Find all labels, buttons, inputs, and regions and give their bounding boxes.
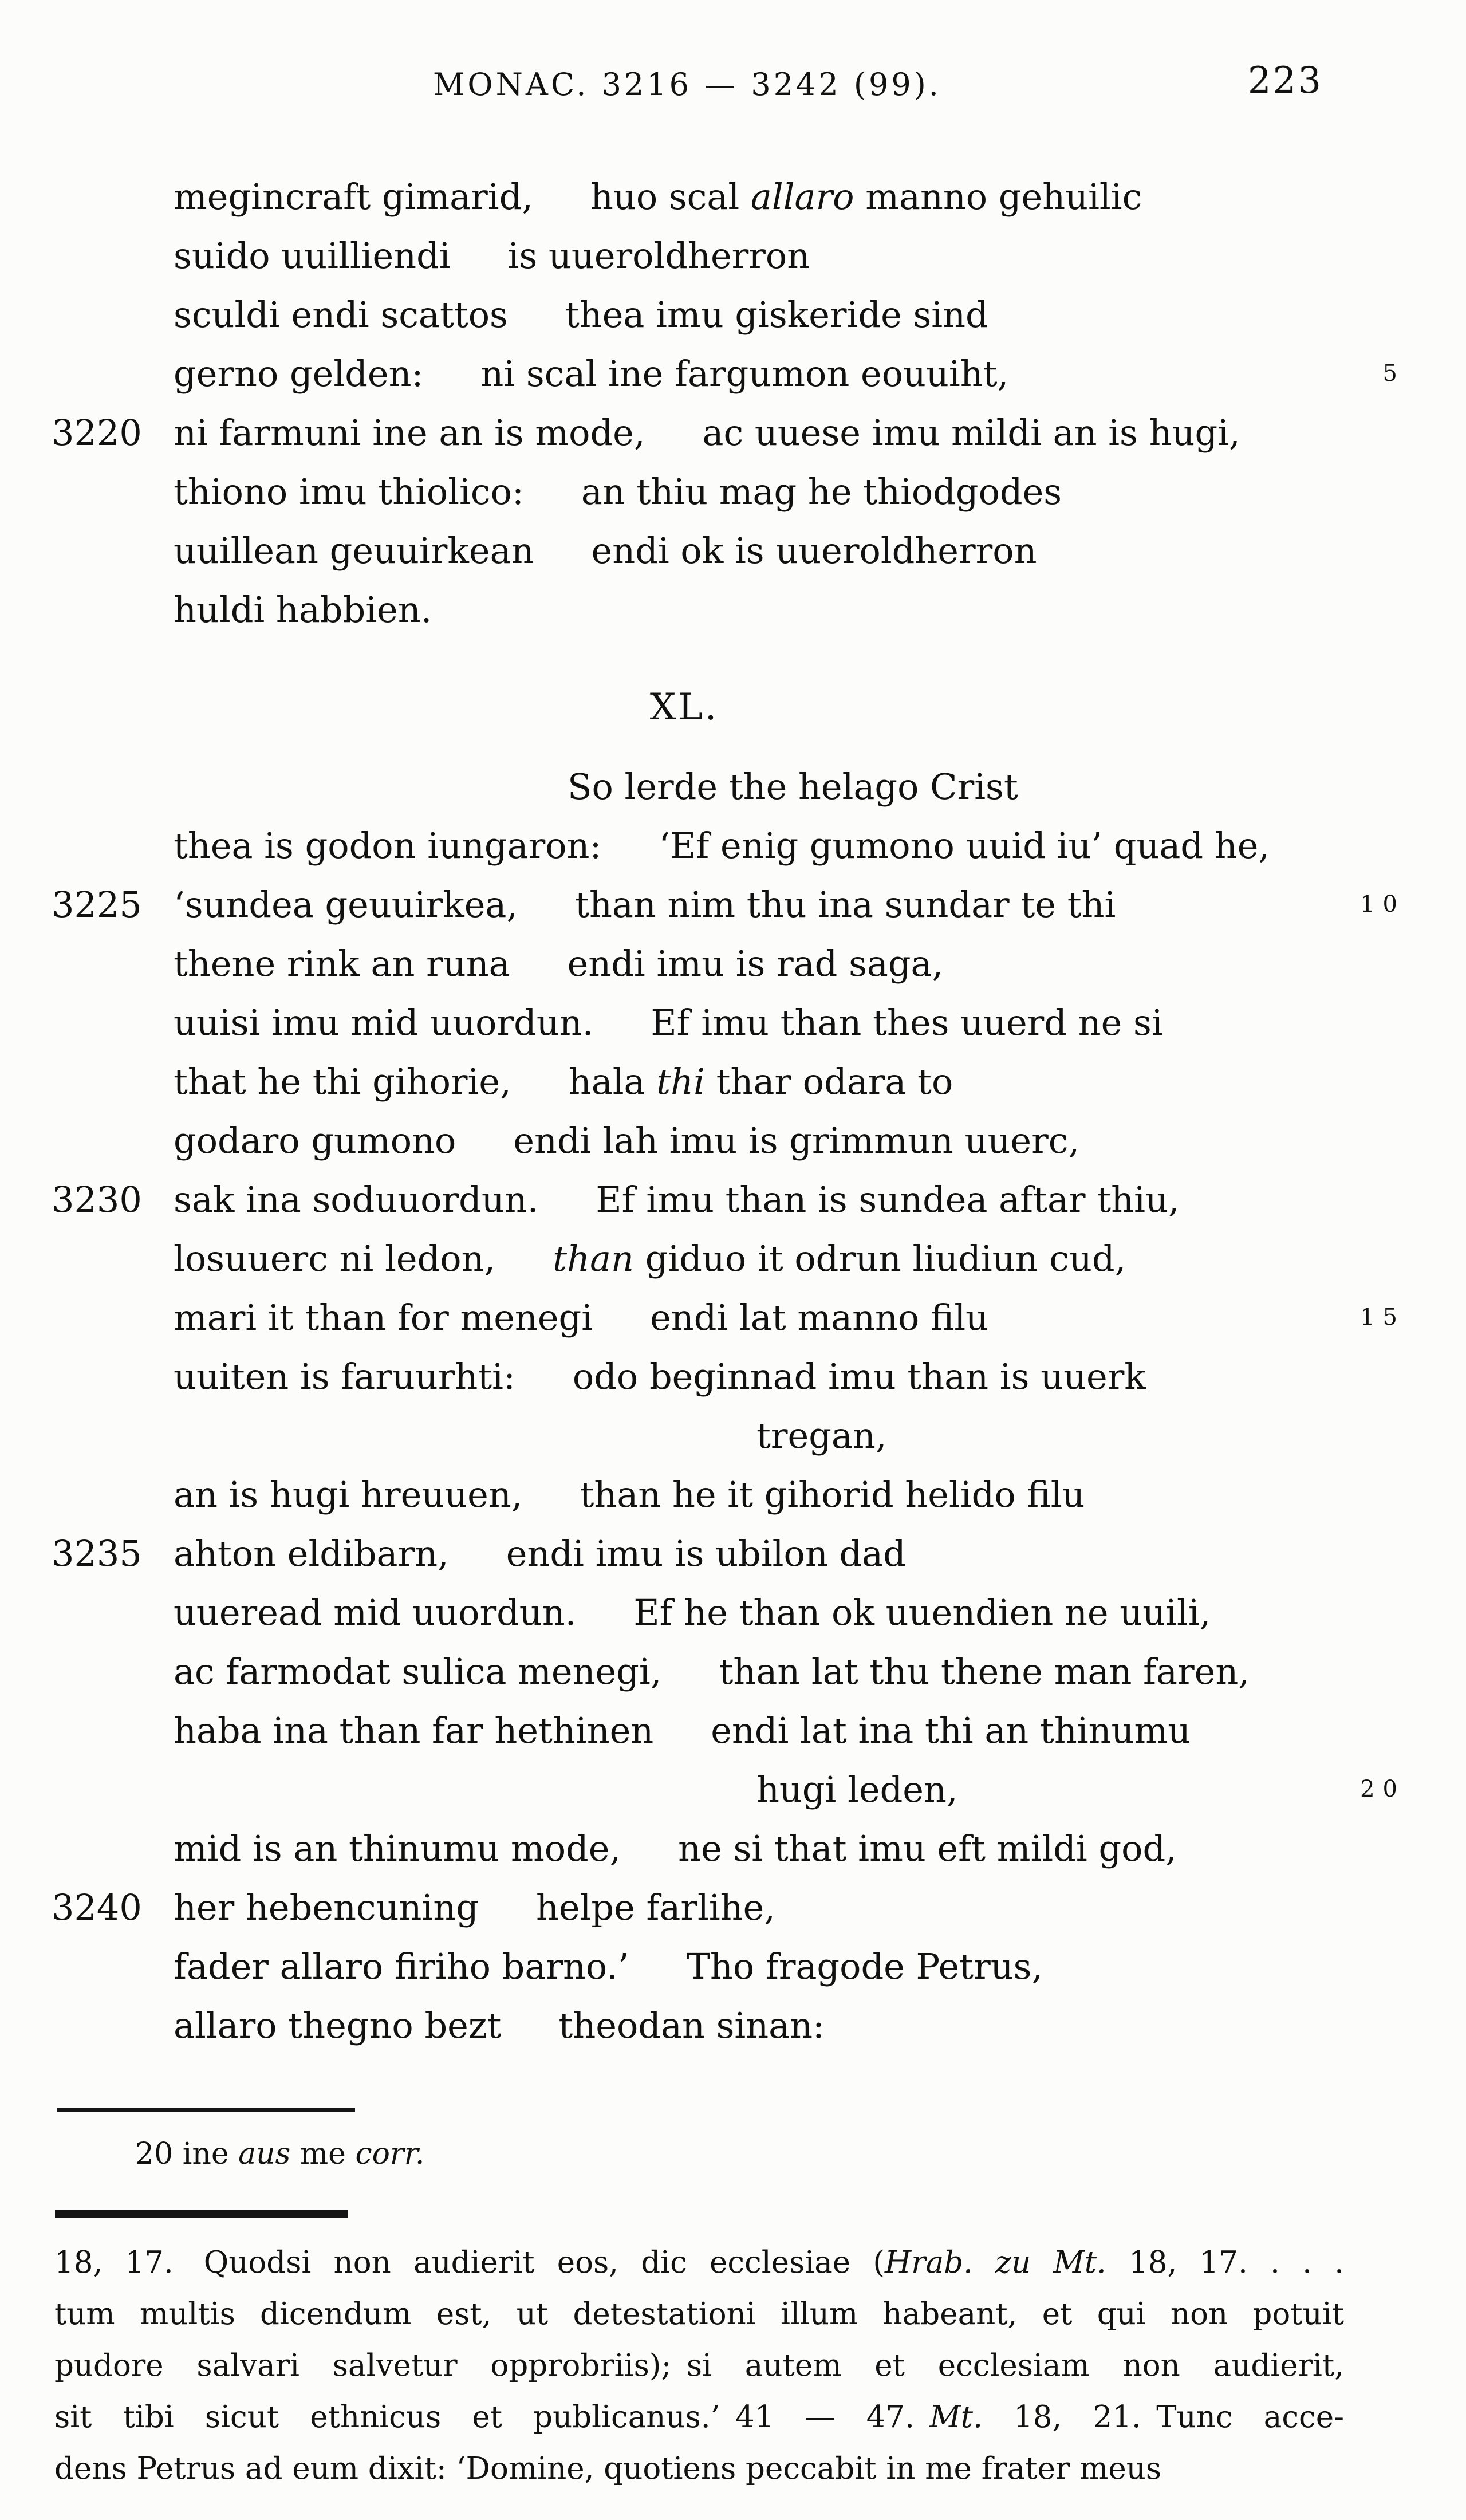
text-run: manno gehuilic: [854, 176, 1142, 218]
line-text: [174, 825, 1270, 867]
text-run: haba ina than far hethinen: [174, 1710, 654, 1751]
text-run: losuuerc ni ledon,: [174, 1238, 496, 1279]
line-text: [174, 2005, 825, 2046]
text-run: an is hugi hreuuen,: [174, 1474, 523, 1515]
text-run: pudore salvari salvetur opprobriis); si autem et ecclesiam non audierit,: [54, 2348, 1344, 2383]
text-run: 18, 17. . . .: [1106, 2245, 1345, 2280]
text-run: ahton eldibarn,: [174, 1533, 449, 1574]
verse-line-number: 3220: [52, 412, 142, 454]
running-head: MONAC. 3216 — 3242 (99).: [433, 66, 941, 103]
text-line: [54, 2289, 1344, 2340]
text-run: 18, 21. Tunc acce-: [982, 2400, 1344, 2435]
text-line: [52, 344, 1420, 403]
line-text: [135, 2137, 424, 2171]
text-run: uuillean geuuirkean: [174, 530, 534, 572]
verse-block-1: [52, 167, 1420, 639]
text-run: tum multis dicendum est, ut detestationi illum habeant, et qui non potuit: [54, 2297, 1344, 2332]
text-line: [52, 1642, 1420, 1701]
line-text: [174, 1887, 775, 1928]
commentary-footnote-block: [54, 2237, 1344, 2495]
line-text: [174, 589, 432, 631]
text-run: sak ina soduuordun.: [174, 1179, 539, 1220]
italic-word: than: [553, 1238, 634, 1279]
text-run: allaro thegno bezt: [174, 2005, 502, 2046]
text-run: an thiu mag he thiodgodes: [581, 471, 1062, 513]
text-line: [54, 2443, 1344, 2495]
line-text: [174, 471, 1062, 513]
line-text: [54, 2400, 1344, 2435]
text-line: [54, 2340, 1344, 2392]
text-run: hugi leden,: [756, 1769, 958, 1810]
text-run: Ef imu than is sundea aftar thiu,: [596, 1179, 1180, 1220]
text-line: [52, 285, 1420, 344]
line-text: [174, 1474, 1085, 1515]
text-line: [52, 1406, 1420, 1465]
italic-word: aus: [238, 2137, 291, 2171]
text-run: endi ok is uueroldherron: [591, 530, 1037, 572]
text-run: 20 ine: [135, 2137, 239, 2171]
text-line: [52, 1111, 1420, 1170]
text-run: So lerde the helago Crist: [568, 766, 1018, 808]
text-run: endi lah imu is grimmun uuerc,: [513, 1120, 1080, 1161]
text-run: ni farmuni ine an is mode,: [174, 412, 645, 454]
text-run: gerno gelden:: [174, 353, 424, 395]
line-text: [174, 1120, 1079, 1161]
text-run: than he it gihorid helido filu: [580, 1474, 1085, 1515]
text-run: hala: [568, 1061, 657, 1102]
line-text: [174, 1946, 1043, 1987]
text-run: godaro gumono: [174, 1120, 456, 1161]
line-text: [174, 1061, 953, 1102]
text-run: thar odara to: [704, 1061, 953, 1102]
line-text: [174, 884, 1116, 926]
text-line: [54, 2237, 1344, 2289]
line-text: [174, 1356, 1146, 1397]
text-run: theodan sinan:: [558, 2005, 825, 2046]
text-run: Ef he than ok uuendien ne uuili,: [633, 1592, 1211, 1633]
text-run: Ef imu than thes uuerd ne si: [651, 1002, 1163, 1044]
line-text: [174, 353, 1008, 395]
line-text: [174, 1238, 1126, 1279]
line-text: [174, 1533, 906, 1574]
text-run: endi imu is rad saga,: [567, 943, 944, 985]
text-line: [52, 875, 1420, 934]
apparatus-separator-rule: [57, 2108, 355, 2112]
text-run: sculdi endi scattos: [174, 294, 508, 336]
text-line: [52, 521, 1420, 580]
line-text: [54, 2348, 1344, 2383]
text-run: thene rink an runa: [174, 943, 510, 985]
line-text: [174, 294, 988, 336]
text-line: [52, 462, 1420, 521]
italic-word: corr.: [355, 2137, 425, 2171]
text-line: [52, 580, 1420, 639]
verse-line-number: 3235: [52, 1533, 142, 1574]
text-line: [52, 403, 1420, 462]
text-run: dens Petrus ad eum dixit: ‘Domine, quotiens peccabit in me frater meus: [54, 2451, 1162, 2486]
text-run: me: [290, 2137, 356, 2171]
text-line: [52, 1701, 1420, 1760]
text-line: [52, 757, 1420, 816]
text-run: uuisi imu mid uuordun.: [174, 1002, 594, 1044]
text-line: [52, 816, 1420, 875]
page-number: 223: [1247, 60, 1323, 102]
text-line: [52, 1760, 1420, 1819]
text-run: endi imu is ubilon dad: [506, 1533, 906, 1574]
text-run: thea imu giskeride sind: [565, 294, 988, 336]
text-run: megincraft gimarid,: [174, 176, 533, 218]
text-line: [52, 1996, 1420, 2055]
text-run: tregan,: [756, 1415, 887, 1456]
verse-line-number: 3240: [52, 1887, 142, 1928]
text-run: ‘sundea geuuirkea,: [174, 884, 518, 926]
margin-line-count: 10: [1360, 891, 1405, 918]
text-run: her hebencuning: [174, 1887, 479, 1928]
critical-apparatus-note: [135, 2128, 1338, 2180]
text-run: than nim thu ina sundar te thi: [575, 884, 1116, 926]
verse-line-number: 3230: [52, 1179, 142, 1220]
margin-line-count: 20: [1360, 1776, 1405, 1802]
line-text: [174, 412, 1240, 454]
text-run: ne si that imu eft mildi god,: [678, 1828, 1177, 1869]
line-text: [174, 1297, 988, 1338]
text-line: [52, 1937, 1420, 1996]
text-run: uueread mid uuordun.: [174, 1592, 577, 1633]
text-run: odo beginnad imu than is uuerk: [572, 1356, 1146, 1397]
text-line: [52, 1229, 1420, 1288]
line-text: [174, 1710, 1191, 1751]
text-run: is uueroldherron: [507, 235, 810, 277]
line-text: [174, 1179, 1180, 1220]
text-line: [52, 1819, 1420, 1878]
italic-word: allaro: [750, 176, 854, 218]
text-line: [52, 934, 1420, 993]
verse-line-number: 3225: [52, 884, 142, 926]
text-line: [52, 1878, 1420, 1937]
line-text: [756, 1415, 887, 1456]
text-run: thiono imu thiolico:: [174, 471, 524, 513]
text-run: endi lat manno filu: [650, 1297, 989, 1338]
margin-line-count: 5: [1382, 360, 1405, 387]
line-text: [54, 2297, 1344, 2332]
text-run: ni scal ine fargumon eouuiht,: [480, 353, 1009, 395]
text-run: Tho fragode Petrus,: [686, 1946, 1043, 1987]
line-text: [174, 530, 1037, 572]
line-text: [54, 2245, 1344, 2280]
text-run: ‘Ef enig gumono uuid iu’ quad he,: [659, 825, 1270, 867]
text-line: [52, 226, 1420, 285]
text-line: [52, 1170, 1420, 1229]
italic-word: thi: [656, 1061, 705, 1102]
text-line: [52, 167, 1420, 226]
line-text: [568, 766, 1018, 808]
margin-line-count: 15: [1360, 1304, 1405, 1330]
text-run: sit tibi sicut ethnicus et publicanus.’ 41 — 47.: [54, 2400, 930, 2435]
text-run: suido uuilliendi: [174, 235, 451, 277]
text-run: mari it than for menegi: [174, 1297, 593, 1338]
text-run: helpe farlihe,: [535, 1887, 776, 1928]
commentary-separator-rule: [55, 2210, 348, 2218]
italic-word: Mt.: [929, 2400, 983, 2435]
text-line: [135, 2128, 1338, 2180]
line-text: [174, 1592, 1211, 1633]
text-run: ac farmodat sulica menegi,: [174, 1651, 662, 1692]
text-run: that he thi gihorie,: [174, 1061, 511, 1102]
verse-block-2: [52, 757, 1420, 2055]
text-line: [52, 1524, 1420, 1583]
line-text: [174, 1828, 1177, 1869]
text-line: [52, 993, 1420, 1052]
line-text: [174, 943, 943, 985]
text-line: [52, 1288, 1420, 1347]
text-run: fader allaro firiho barno.’: [174, 1946, 629, 1987]
line-text: [54, 2451, 1161, 2486]
text-run: giduo it odrun liudiun cud,: [634, 1238, 1126, 1279]
text-run: huo scal: [590, 176, 751, 218]
line-text: [174, 176, 1142, 218]
text-run: endi lat ina thi an thinumu: [711, 1710, 1191, 1751]
text-run: uuiten is faruurhti:: [174, 1356, 515, 1397]
text-line: [52, 1347, 1420, 1406]
line-text: [174, 235, 810, 277]
text-run: thea is godon iungaron:: [174, 825, 602, 867]
text-run: ac uuese imu mildi an is hugi,: [702, 412, 1240, 454]
text-run: huldi habbien.: [174, 589, 432, 631]
text-line: [52, 1583, 1420, 1642]
fitte-heading: XL.: [649, 686, 719, 729]
text-line: [52, 1052, 1420, 1111]
text-line: [52, 1465, 1420, 1524]
line-text: [174, 1002, 1163, 1044]
text-run: 18, 17. Quodsi non audierit eos, dic ecclesiae (: [54, 2245, 885, 2280]
line-text: [756, 1769, 958, 1810]
italic-word: Hrab. zu Mt.: [885, 2245, 1106, 2280]
text-line: [54, 2392, 1344, 2443]
line-text: [174, 1651, 1250, 1692]
text-run: than lat thu thene man faren,: [719, 1651, 1250, 1692]
text-run: mid is an thinumu mode,: [174, 1828, 621, 1869]
